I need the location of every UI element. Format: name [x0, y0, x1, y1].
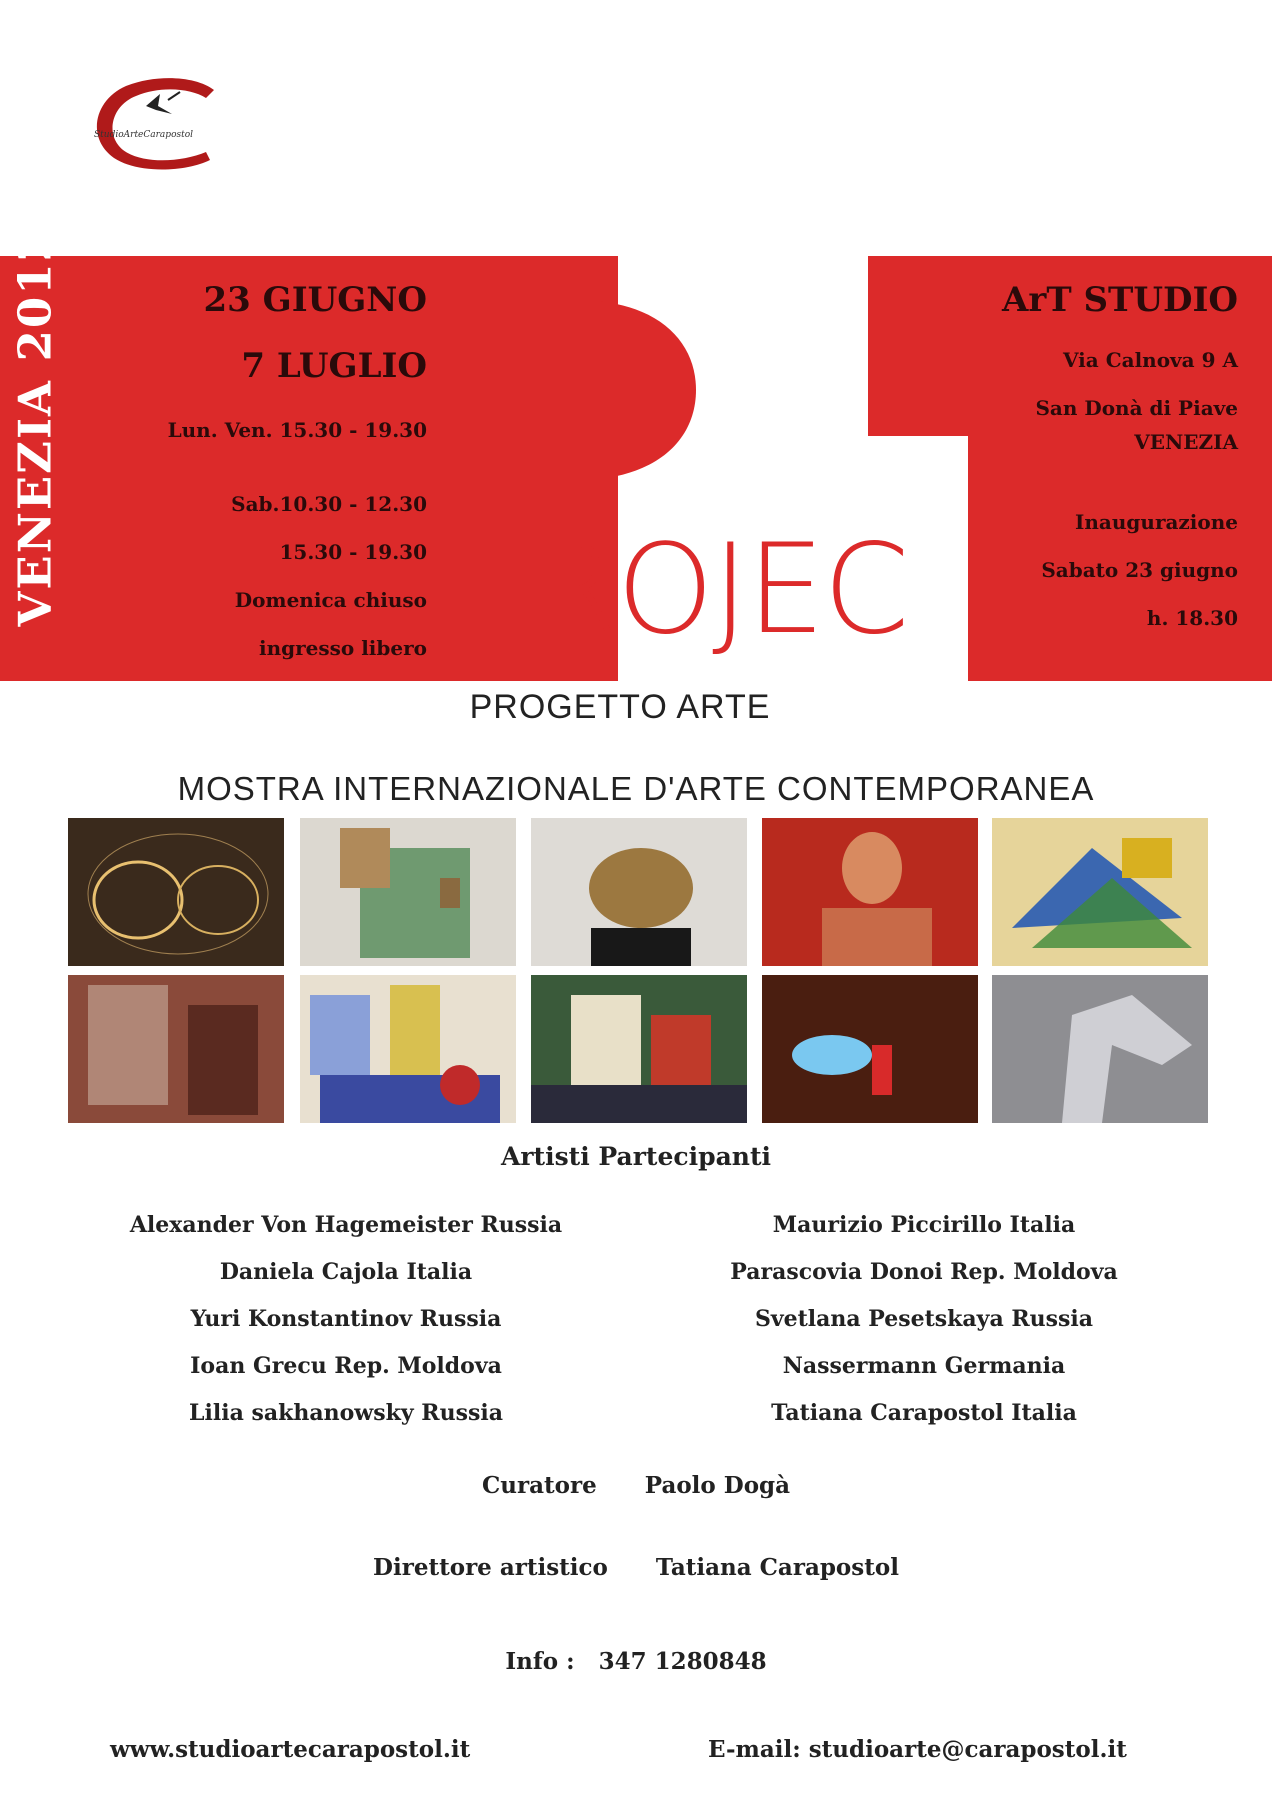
artist-name: Alexander Von Hagemeister Russia — [129, 1212, 563, 1238]
info-phone: Info : 347 1280848 — [505, 1648, 767, 1675]
artist-name: Lilia sakhanowsky Russia — [189, 1400, 503, 1426]
artist-name: Svetlana Pesetskaya Russia — [754, 1306, 1094, 1332]
curator-line: Curatore Paolo Dogà — [481, 1472, 791, 1499]
website-link[interactable]: www.studioartecarapostol.it — [110, 1736, 471, 1763]
email-link[interactable]: E-mail: studioarte@carapostol.it — [708, 1736, 1127, 1763]
letter-t-stem — [968, 256, 982, 681]
date-end: 7 LUGLIO — [241, 346, 427, 386]
artist-name: Yuri Konstantinov Russia — [190, 1306, 502, 1332]
free-entry: ingresso libero — [259, 636, 427, 660]
artwork-image — [992, 975, 1208, 1123]
artwork-image — [762, 975, 978, 1123]
artist-name: Maurizio Piccirillo Italia — [772, 1212, 1076, 1238]
venue-street: Via Calnova 9 A — [1063, 348, 1238, 372]
hours-saturday-am: Sab.10.30 - 12.30 — [231, 492, 427, 516]
opening-label: Inaugurazione — [1075, 510, 1238, 534]
artwork-image — [762, 818, 978, 966]
artwork-image — [68, 818, 284, 966]
artist-name: Tatiana Carapostol Italia — [771, 1400, 1077, 1426]
exhibition-headline: MOSTRA INTERNAZIONALE D'ARTE CONTEMPORANEA — [177, 770, 1095, 807]
project-subtitle: PROGETTO ARTE — [469, 688, 771, 726]
director-line: Direttore artistico Tatiana Carapostol — [373, 1554, 899, 1581]
opening-time: h. 18.30 — [1146, 606, 1238, 630]
venue-name: ArT STUDIO — [1002, 280, 1238, 320]
artist-name: Nassermann Germania — [782, 1353, 1066, 1379]
artwork-image — [992, 818, 1208, 966]
studio-logo — [86, 76, 226, 176]
logo-text: StudioArteCarapostol — [94, 130, 194, 140]
date-start: 23 GIUGNO — [203, 280, 427, 320]
venue-region: VENEZIA — [1134, 430, 1238, 454]
artwork-image — [531, 975, 747, 1123]
letter-t-bar — [868, 256, 982, 436]
artwork-image — [68, 975, 284, 1123]
artist-name: Ioan Grecu Rep. Moldova — [190, 1353, 502, 1379]
sunday-closed: Domenica chiuso — [234, 588, 427, 612]
artwork-image — [531, 818, 747, 966]
opening-date: Sabato 23 giugno — [1041, 558, 1238, 582]
hours-saturday-pm: 15.30 - 19.30 — [279, 540, 427, 564]
artwork-image — [300, 975, 516, 1123]
vertical-city-year: VENEZIA 2012 — [8, 228, 62, 627]
artist-name: Daniela Cajola Italia — [219, 1259, 473, 1285]
hours-weekdays: Lun. Ven. 15.30 - 19.30 — [167, 418, 427, 442]
artist-name: Parascovia Donoi Rep. Moldova — [730, 1259, 1118, 1285]
letter-p-bowl — [456, 300, 706, 480]
artists-heading: Artisti Partecipanti — [500, 1142, 771, 1171]
venue-city: San Donà di Piave — [1035, 396, 1238, 420]
artwork-image — [300, 818, 516, 966]
project-title: ROJEC — [532, 518, 908, 662]
